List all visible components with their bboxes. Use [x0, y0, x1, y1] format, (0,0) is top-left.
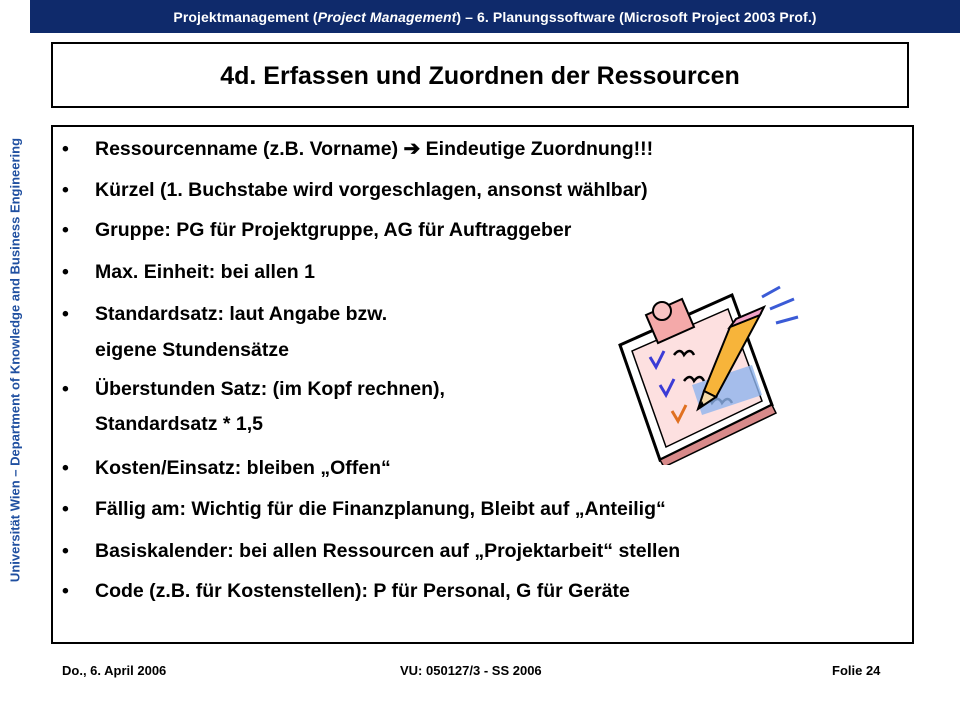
bullet-text: Gruppe: PG für Projektgruppe, AG für Auftraggeber	[95, 219, 572, 241]
bullet-dot: •	[62, 261, 69, 283]
bullet-dot: •	[62, 219, 69, 241]
bullet-text-part: Eindeutige Zuordnung!!!	[420, 138, 654, 160]
bullet-dot: •	[62, 580, 69, 602]
bullet-text: Standardsatz: laut Angabe bzw.	[95, 303, 388, 325]
bullet-dot: •	[62, 378, 69, 400]
bullet-text: Überstunden Satz: (im Kopf rechnen),	[95, 378, 445, 400]
header-bar	[30, 0, 960, 33]
bullet-dot: •	[62, 138, 69, 160]
bullet-text-part: Ressourcenname (z.B. Vorname)	[95, 138, 404, 160]
sidebar	[0, 0, 30, 720]
clipboard-pencil-icon	[612, 285, 812, 465]
footer-date: Do., 6. April 2006	[62, 663, 167, 678]
footer-course: VU: 050127/3 - SS 2006	[400, 663, 542, 678]
header-text	[30, 9, 960, 25]
bullet-dot: •	[62, 457, 69, 479]
bullet-dot: •	[62, 303, 69, 325]
bullet-text: Fällig am: Wichtig für die Finanzplanung, Bleibt auf „Anteilig“	[95, 498, 666, 520]
header-suffix: ) – 6. Planungssoftware (Microsoft Project 2003 Prof.)	[456, 9, 817, 25]
bullet-text-line2: Standardsatz * 1,5	[95, 413, 263, 435]
bullet-dot: •	[62, 179, 69, 201]
bullet-dot: •	[62, 498, 69, 520]
bullet-text: Basiskalender: bei allen Ressourcen auf „Projektarbeit“ stellen	[95, 540, 681, 562]
header-italic: Project Management	[317, 9, 457, 25]
sidebar-text: Universität Wien – Department of Knowledge and Business Engineering	[7, 137, 23, 583]
bullet-text: Code (z.B. für Kostenstellen): P für Personal, G für Geräte	[95, 580, 630, 602]
bullet-dot: •	[62, 540, 69, 562]
footer-slide-number: Folie 24	[832, 663, 881, 678]
slide-title: 4d. Erfassen und Zuordnen der Ressourcen	[220, 62, 740, 90]
bullet-text-line2: eigene Stundensätze	[95, 339, 289, 361]
arrow-right-icon: ➔	[403, 138, 421, 160]
header-prefix: Projektmanagement (	[173, 9, 318, 25]
bullet-text: Kürzel (1. Buchstabe wird vorgeschlagen, ansonst wählbar)	[95, 179, 648, 201]
bullet-text	[95, 135, 895, 164]
bullet-text: Max. Einheit: bei allen 1	[95, 261, 315, 283]
title-box	[51, 42, 909, 108]
bullet-text: Kosten/Einsatz: bleiben „Offen“	[95, 457, 391, 479]
